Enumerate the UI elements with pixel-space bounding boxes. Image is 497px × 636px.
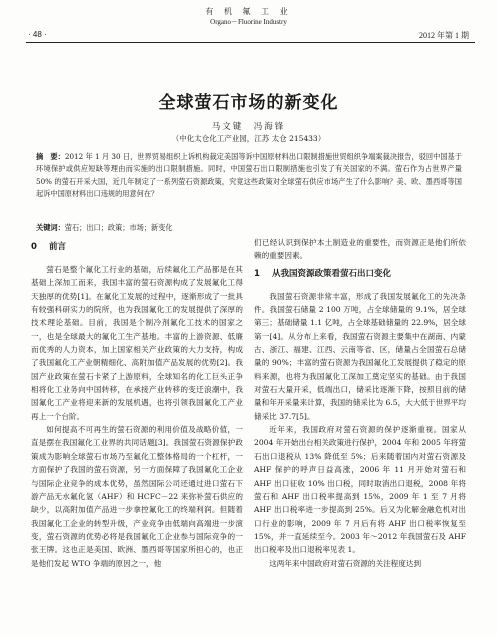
section-heading-1	[254, 266, 466, 282]
section-title: 从我国资源政策看萤石出口变化	[272, 268, 392, 279]
body-paragraph: 们已经认识到保护本土制造业的重要性，而资源正是他们所依赖的重要因素。	[254, 238, 466, 261]
body-paragraph: 这两年来中国政府对萤石资源的关注程度达到	[269, 558, 422, 568]
header-rule	[26, 42, 475, 43]
abstract-label: 摘 要：	[36, 152, 65, 161]
section-number: 0	[31, 242, 37, 252]
section-number: 1	[254, 268, 260, 279]
page-number: · 48 ·	[28, 30, 47, 39]
article-authors: 马文键 冯海锋	[211, 122, 286, 132]
journal-name-english: Organo－Fluorine Industry	[210, 18, 287, 26]
body-paragraph: 萤石是整个氟化工行业的基础，后续氟化工产品都是在其基础上深加工而来，我国丰富的萤石资源构成了发展氟化工得天独厚的优势[1]。在氟化工发展的过程中，逐渐形成了一批具有较强科研实力的院所，也为我国氟化工的发展提供了深厚的技术理论基础。目前，我国是个制冷剂氟化工技术的国家之一，也是全球最大的氟化工生产基地。丰富的上游资源、低廉而优秀的人力资本，加上国家相关产业政策的大力支持，构成了我国氟化工产业朝精细化、高附加值产品发展的优势[2]。我国产业政策在萤石卡紧了上游原料，全球知名的化工巨头正争相将化工业务向中国转移，在承接产业转移的变迁浪潮中，我国氟化工产业将迎来新的发展机遇，也将引领我国氟化工产业再上一个台阶。	[31, 265, 243, 421]
left-column	[31, 236, 243, 570]
article-title: 全球萤石市场的新变化	[158, 93, 339, 113]
journal-name: 有 机 氟 工 业	[205, 7, 292, 16]
keywords	[36, 223, 462, 233]
body-paragraph: 我国萤石资源非常丰富，形成了我国发展氟化工的先决条件。我国萤石储量 2 100 万吨，占全球储量的 9.1%，居全球第三；基础储量 1.1 亿吨，占全球基础储量的 22.9%，居全球第一[4]。从分布上来看，我国萤石资源主要集中在湖南、内蒙古、浙江、福建、江西、云南等省、区，储量占全国萤石总储量的 90%；丰富的萤石资源为我国氟化工发展提供了稳定的原料来源，也将为我国氟化工深加工奠定坚实的基础。由于我国对萤石大量开采，低端出口，储采比逐渐下降，按照目前的储量和年开采量来计算，我国的储采比为 6.5，大大低于世界平均储采比 37.7[5]。	[254, 291, 466, 421]
abstract	[36, 151, 462, 201]
issue-label: 2012 年第 1 期	[419, 31, 469, 40]
section-heading-0	[31, 239, 243, 255]
right-column	[254, 236, 466, 570]
section-title: 前言	[49, 242, 67, 252]
keywords-label: 关键词：	[36, 223, 65, 232]
keywords-text: 萤石；出口；政策；市场；新变化	[64, 223, 173, 232]
body-paragraph: 如何提高不可再生的萤石资源的利用价值及战略价值，一直是摆在我国氟化工业界的共同话题[3]。我国萤石资源保护政策成为影响全球萤石市场乃至氟化工整体格局的一个杠杆，一方面保护了我国的萤石资源，另一方面保障了我国氟化工企业与国际企业竞争的成本优势，虽然国际公司还通过进口萤石下游产品无水氟化氢（AHF）和 HCFC－22 来弥补萤石供应的缺少，以高附加值产品进一步拿控氟化工的终端利润。但随着我国氟化工企业的转型升级，产业竞争由低端向高端进一步演变，萤石资源的优势必将是我国氟化工企业参与国际竞争的一张王牌。这也正是美国、欧洲、墨西哥等国家所担心的，也正是他们发起 WTO 争端的原因之一，他	[31, 425, 243, 568]
article-affiliation: （中化太仓化工产业园，江苏 太仓 215433）	[171, 134, 326, 143]
body-paragraph: 近年来，我国政府对萤石资源的保护逐渐重视。国家从 2004 年开始出台相关政策进行保护，2004 年和 2005 年将萤石出口退税从 13% 降低至 5%；后来随着国内对萤石资源及 AHF 保护的呼声日益高涨，2006 年 11 月开始对萤石和 AHF 出口征收 10% 出口税，同时取消出口退税，2008 年将萤石和 AHF 出口税率提高到 15%，2009 年 1 至 7 月将 AHF 出口税率进一步提高到 25%。后又为化解金融危机对出口行业的影响，2009 年 7 月后有将 AHF 出口税率恢复至 15%，并一直延续至今。2003 年～2012 年我国萤石及 AHF 出口税率及出口退税率见表 1。	[254, 425, 466, 555]
abstract-text: 2012 年 1 月 30 日，世界贸易组织上诉机构裁定美国等诉中国原材料出口限制措施世贸组织争端案裁决报告，驳回中国基于环境保护或供应短缺等理由而实施的出口限制措施。同时，中国萤石出口限制措施也引发了有关国家的不满。萤石作为占世界产量 50% 的萤石开采大国，近几年制定了一系列萤石资源政策，究竟这些政策对全球萤石供应市场产生了什么影响？美、欧、墨西哥等国起诉中国原材料出口违规的用意何在？	[36, 152, 462, 199]
